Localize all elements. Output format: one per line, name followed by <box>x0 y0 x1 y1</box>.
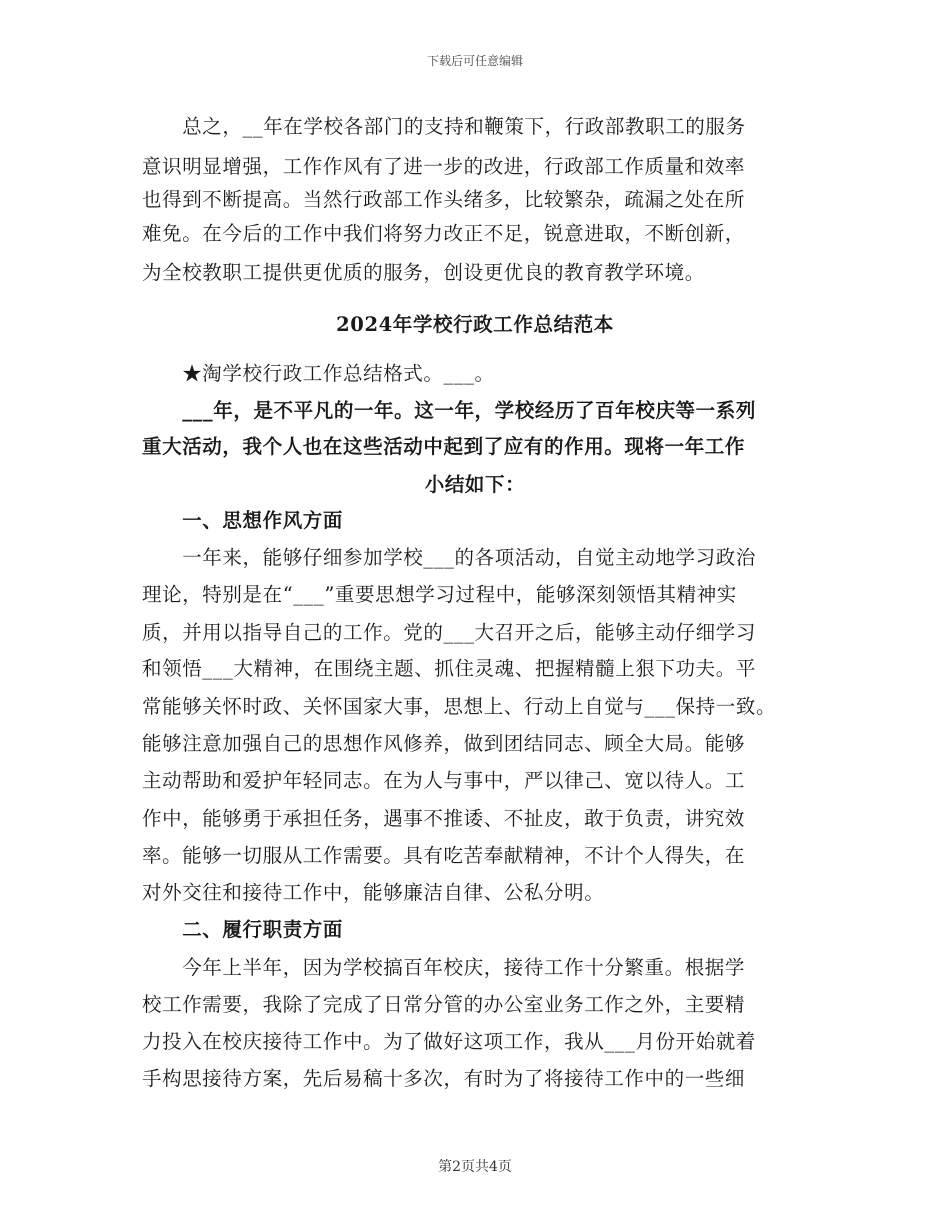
paragraph-line: 今年上半年，因为学校搞百年校庆，接待工作十分繁重。根据学 <box>142 956 746 979</box>
paragraph-line: 校工作需要，我除了完成了日常分管的办公室业务工作之外，主要精 <box>142 993 746 1016</box>
paragraph-line: 意识明显增强，工作作风有了进一步的改进，行政部工作质量和效率 <box>142 155 746 178</box>
paragraph-line: 常能够关怀时政、关怀国家大事，思想上、行动上自觉与___保持一致。 <box>142 695 777 718</box>
paragraph-line: 一年来，能够仔细参加学校___的各项活动，自觉主动地学习政治 <box>142 546 756 569</box>
section-heading-1: 一、思想作风方面 <box>142 509 344 532</box>
page-header: 下载后可任意编辑 <box>426 54 523 68</box>
paragraph-line: 总之，__年在学校各部门的支持和鞭策下，行政部教职工的服务 <box>142 115 746 138</box>
paragraph-line: 作中，能够勇于承担任务，遇事不推诿、不扯皮，敢于负责，讲究效 <box>142 807 746 830</box>
paragraph-line: 质，并用以指导自己的工作。党的___大召开之后，能够主动仔细学习 <box>142 621 756 644</box>
bold-intro-line: 小结如下： <box>424 473 526 496</box>
section-heading-2: 二、履行职责方面 <box>142 918 344 941</box>
bold-intro-line: 重大活动，我个人也在这些活动中起到了应有的作用。现将一年工作 <box>142 435 746 458</box>
paragraph-line: 理论，特别是在“___”重要思想学习过程中，能够深刻领悟其精神实 <box>142 583 737 606</box>
paragraph-line: 力投入在校庆接待工作中。为了做好这项工作，我从___月份开始就着 <box>142 1030 756 1053</box>
paragraph-line: 率。能够一切服从工作需要。具有吃苦奉献精神，不计个人得失，在 <box>142 844 746 867</box>
paragraph-line: 为全校教职工提供更优质的服务，创设更优良的教育教学环境。 <box>142 261 705 284</box>
bold-intro-line: ___年，是不平凡的一年。这一年，学校经历了百年校庆等一系列 <box>142 399 756 422</box>
document-title: 2024年学校行政工作总结范本 <box>336 313 614 336</box>
page-footer: 第2页共4页 <box>438 1159 512 1175</box>
paragraph-line: 难免。在今后的工作中我们将努力改正不足，锐意进取，不断创新， <box>142 222 746 245</box>
subtitle-line: ★淘学校行政工作总结格式。___。 <box>142 362 495 385</box>
paragraph-line: 和领悟___大精神，在围绕主题、抓住灵魂、把握精髓上狠下功夫。平 <box>142 657 756 680</box>
paragraph-line: 能够注意加强自己的思想作风修养，做到团结同志、顾全大局。能够 <box>142 732 746 755</box>
paragraph-line: 手构思接待方案，先后易稿十多次，有时为了将接待工作中的一些细 <box>142 1067 746 1090</box>
paragraph-line: 也得到不断提高。当然行政部工作头绪多，比较繁杂，疏漏之处在所 <box>142 188 746 211</box>
paragraph-line: 主动帮助和爱护年轻同志。在为人与事中，严以律己、宽以待人。工 <box>142 769 746 792</box>
paragraph-line: 对外交往和接待工作中，能够廉洁自律、公私分明。 <box>142 881 605 904</box>
